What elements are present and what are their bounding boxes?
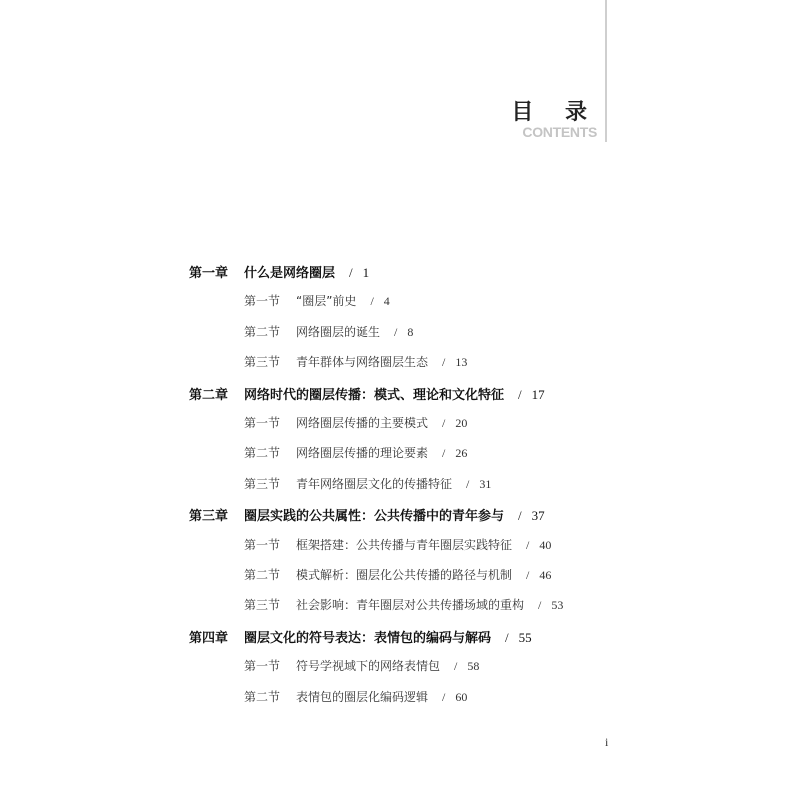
toc-entry-separator: / xyxy=(538,598,542,613)
toc-entry-page: 8 xyxy=(407,324,414,339)
toc-entry-title: 青年群体与网络圈层生态 xyxy=(296,355,429,370)
page-subtitle: CONTENTS xyxy=(522,124,597,140)
toc-entry-title: 什么是网络圈层 xyxy=(244,266,336,281)
toc-entry-page: 37 xyxy=(531,508,545,524)
toc-entry-page: 17 xyxy=(531,386,545,402)
toc-entry-page: 4 xyxy=(383,294,390,309)
toc-entry-separator: / xyxy=(466,476,470,491)
toc-entry-text xyxy=(296,444,467,461)
toc-entry-title: 网络圈层传播的理论要素 xyxy=(296,446,429,461)
toc-entry-separator: / xyxy=(518,386,522,402)
toc-entry-page: 55 xyxy=(518,629,532,645)
toc-entry-separator: / xyxy=(442,416,446,430)
toc-entry-title: 网络圈层传播的主要模式 xyxy=(296,416,429,430)
toc-entry-text xyxy=(296,475,491,492)
toc-entry-text xyxy=(296,323,413,340)
toc-entry-text xyxy=(296,292,390,309)
toc-entry-text xyxy=(244,627,532,646)
page-title: 目 录 xyxy=(511,100,599,125)
toc-entry-label: 第一节 xyxy=(244,659,281,674)
toc-entry-label: 第三章 xyxy=(189,509,229,525)
toc-entry-text xyxy=(244,505,545,524)
toc-entry-page: 58 xyxy=(467,659,480,674)
toc-entry-page: 1 xyxy=(362,265,370,280)
toc-entry-separator: / xyxy=(454,659,458,674)
toc-entry-title: 青年网络圈层文化的传播特征 xyxy=(296,476,453,491)
toc-entry-page: 20 xyxy=(455,416,468,430)
toc-entry-label: 第二节 xyxy=(244,689,281,704)
toc-entry-label: 第二章 xyxy=(189,387,229,403)
toc-entry-title: “圈层”前史 xyxy=(296,294,357,309)
toc-entry-separator: / xyxy=(442,689,446,704)
toc-entry-page: 60 xyxy=(455,689,468,704)
toc-entry-text xyxy=(296,536,551,553)
toc-entry-label: 第二节 xyxy=(244,568,281,582)
toc-entry-separator: / xyxy=(442,446,446,461)
toc-entry-text xyxy=(296,657,479,674)
toc-entry-label: 第三节 xyxy=(244,476,281,491)
toc-entry-separator: / xyxy=(349,265,353,280)
toc-entry-page: 40 xyxy=(539,537,552,552)
toc-entry-label: 第四章 xyxy=(189,630,229,646)
toc-entry-page: 13 xyxy=(455,355,468,370)
toc-entry-title: 网络时代的圈层传播：模式、理论和文化特征 xyxy=(244,387,505,403)
toc-entry-page: 53 xyxy=(551,598,564,613)
toc-entry-title: 模式解析：圈层化公共传播的路径与机制 xyxy=(296,568,513,582)
page-number: i xyxy=(605,735,609,749)
toc-entry-text xyxy=(296,688,467,705)
toc-entry-text xyxy=(296,414,467,431)
toc-entry-separator: / xyxy=(370,294,374,309)
toc-entry-label: 第一节 xyxy=(244,416,281,430)
toc-entry-separator: / xyxy=(442,355,446,370)
toc-entry-label: 第三节 xyxy=(244,355,281,370)
toc-entry-separator: / xyxy=(526,537,530,552)
toc-entry-text xyxy=(244,384,545,403)
toc-entry-text xyxy=(244,262,369,281)
toc-entry-separator: / xyxy=(394,324,398,339)
toc-entry-title: 网络圈层的诞生 xyxy=(296,324,381,339)
toc-entry-title: 社会影响：青年圈层对公共传播场域的重构 xyxy=(296,598,525,613)
toc-entry-text xyxy=(296,596,563,613)
toc-entry-label: 第一章 xyxy=(189,266,229,281)
toc-entry-label: 第一节 xyxy=(244,294,281,309)
toc-entry-label: 第三节 xyxy=(244,598,281,613)
toc-entry-separator: / xyxy=(526,568,530,582)
toc-entry-separator: / xyxy=(505,629,509,645)
toc-entry-title: 圈层实践的公共属性：公共传播中的青年参与 xyxy=(244,509,505,525)
toc-entry-text xyxy=(296,353,467,370)
toc-entry-page: 46 xyxy=(539,568,552,582)
toc-entry-title: 表情包的圈层化编码逻辑 xyxy=(296,689,429,704)
toc-entry-text xyxy=(296,566,551,583)
toc-entry-page: 31 xyxy=(479,476,492,491)
toc-entry-page: 26 xyxy=(455,446,468,461)
toc-entry-title: 框架搭建：公共传播与青年圈层实践特征 xyxy=(296,537,513,552)
toc-entry-title: 圈层文化的符号表达：表情包的编码与解码 xyxy=(244,630,492,646)
toc-entry-label: 第一节 xyxy=(244,537,281,552)
toc-entry-separator: / xyxy=(518,508,522,524)
toc-entry-title: 符号学视域下的网络表情包 xyxy=(296,659,441,674)
toc-entry-label: 第二节 xyxy=(244,446,281,461)
toc-entry-label: 第二节 xyxy=(244,324,281,339)
